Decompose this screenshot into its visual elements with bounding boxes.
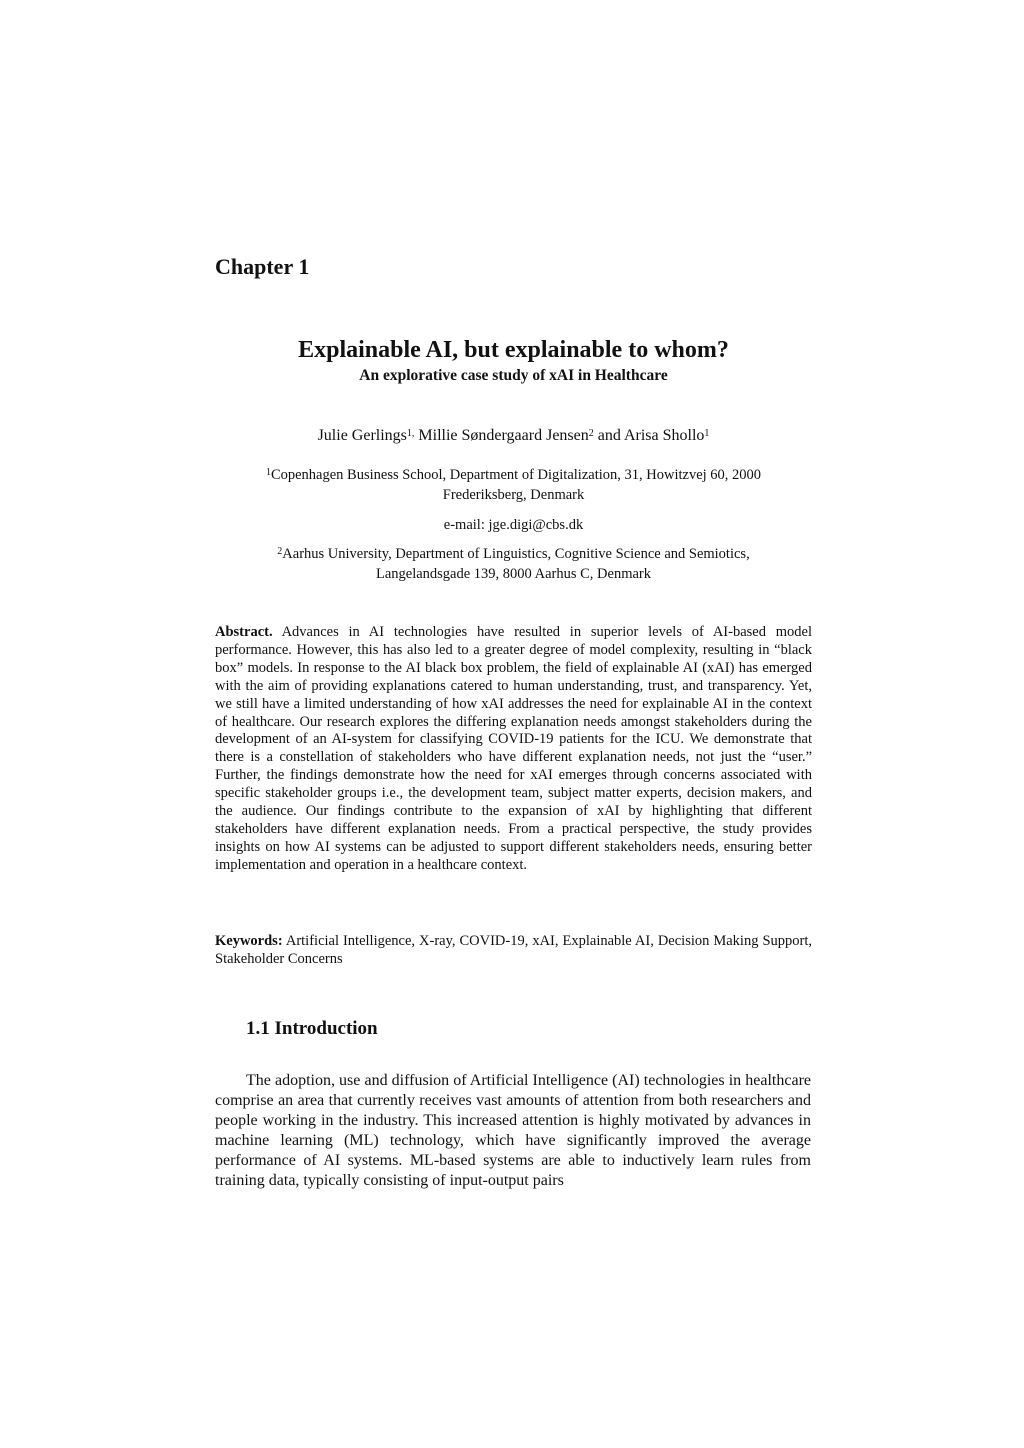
affiliation-marker: 2 xyxy=(277,546,283,557)
abstract xyxy=(215,624,812,875)
abstract-label: Abstract. xyxy=(215,624,273,640)
paper-title: Explainable AI, but explainable to whom? xyxy=(298,337,729,363)
affiliation-2 xyxy=(215,544,812,584)
introduction-paragraph: The adoption, use and diffusion of Artificial Intelligence (AI) technologies in healthcare comprise an area that currently receives vast amounts of attention from both researchers and people working in the industry. This increased attention is highly motivated by advances in machine learning (ML) technology, which have significantly improved the average performance of AI systems. ML-based systems are able to inductively learn rules from training data, typically consisting of input-output pairs xyxy=(215,1072,811,1189)
author-affiliation-marker: 2 xyxy=(588,428,594,439)
affiliation-line: Frederiksberg, Denmark xyxy=(442,487,585,503)
chapter-heading: Chapter 1 xyxy=(215,254,310,279)
paper-subtitle: An explorative case study of xAI in Healthcare xyxy=(359,367,668,384)
author-affiliation-marker: 1, xyxy=(406,428,415,439)
author-name: Millie Søndergaard Jensen xyxy=(414,427,589,444)
affiliation-line: Aarhus University, Department of Linguistics, Cognitive Science and Semiotics, xyxy=(282,546,750,562)
section-heading-introduction: 1.1 Introduction xyxy=(246,1018,378,1039)
title-block xyxy=(215,336,812,386)
author-name: Julie Gerlings xyxy=(317,427,407,444)
affiliation-line: Langelandsgade 139, 8000 Aarhus C, Denmark xyxy=(375,566,652,582)
keywords xyxy=(215,932,812,968)
affiliation-line: Copenhagen Business School, Department of Digitalization, 31, Howitzvej 60, 2000 xyxy=(270,467,762,483)
affiliation-marker: 1 xyxy=(265,467,271,478)
email-text: e-mail: jge.digi@cbs.dk xyxy=(443,517,584,533)
author-name: and Arisa Shollo xyxy=(593,427,705,444)
author-list xyxy=(215,425,812,447)
keywords-text: Artificial Intelligence, X-ray, COVID-19, xAI, Explainable AI, Decision Making Support, Stakeholder Concerns xyxy=(215,933,812,967)
contact-email xyxy=(215,515,812,535)
abstract-text: Advances in AI technologies have resulted in superior levels of AI-based model performance. However, this has also led to a greater degree of model complexity, resulting in “black box” models. In response to the AI black box problem, the field of explainable AI (xAI) has emerged with the aim of providing explanations catered to human understanding, trust, and transparency. Yet, we still have a limited understanding of how xAI addresses the need for explainable AI in the context of healthcare. Our research explores the differing explanation needs amongst stakeholders during the development of an AI-system for classifying COVID-19 patients for the ICU. We demonstrate that there is a constellation of stakeholders who have different explanation needs, not just the “user.” Further, the findings demonstrate how the need for xAI emerges through concerns associated with specific stakeholder groups i.e., the development team, subject matter experts, decision makers, and the audience. Our findings contribute to the expansion of xAI by highlighting that different stakeholders have different explanation needs. From a practical perspective, the study provides insights on how AI systems can be adjusted to support different stakeholders needs, ensuring better implementation and operation in a healthcare context. xyxy=(215,624,812,873)
author-affiliation-marker: 1 xyxy=(704,428,710,439)
affiliation-1 xyxy=(215,465,812,505)
keywords-label: Keywords: xyxy=(215,933,283,949)
